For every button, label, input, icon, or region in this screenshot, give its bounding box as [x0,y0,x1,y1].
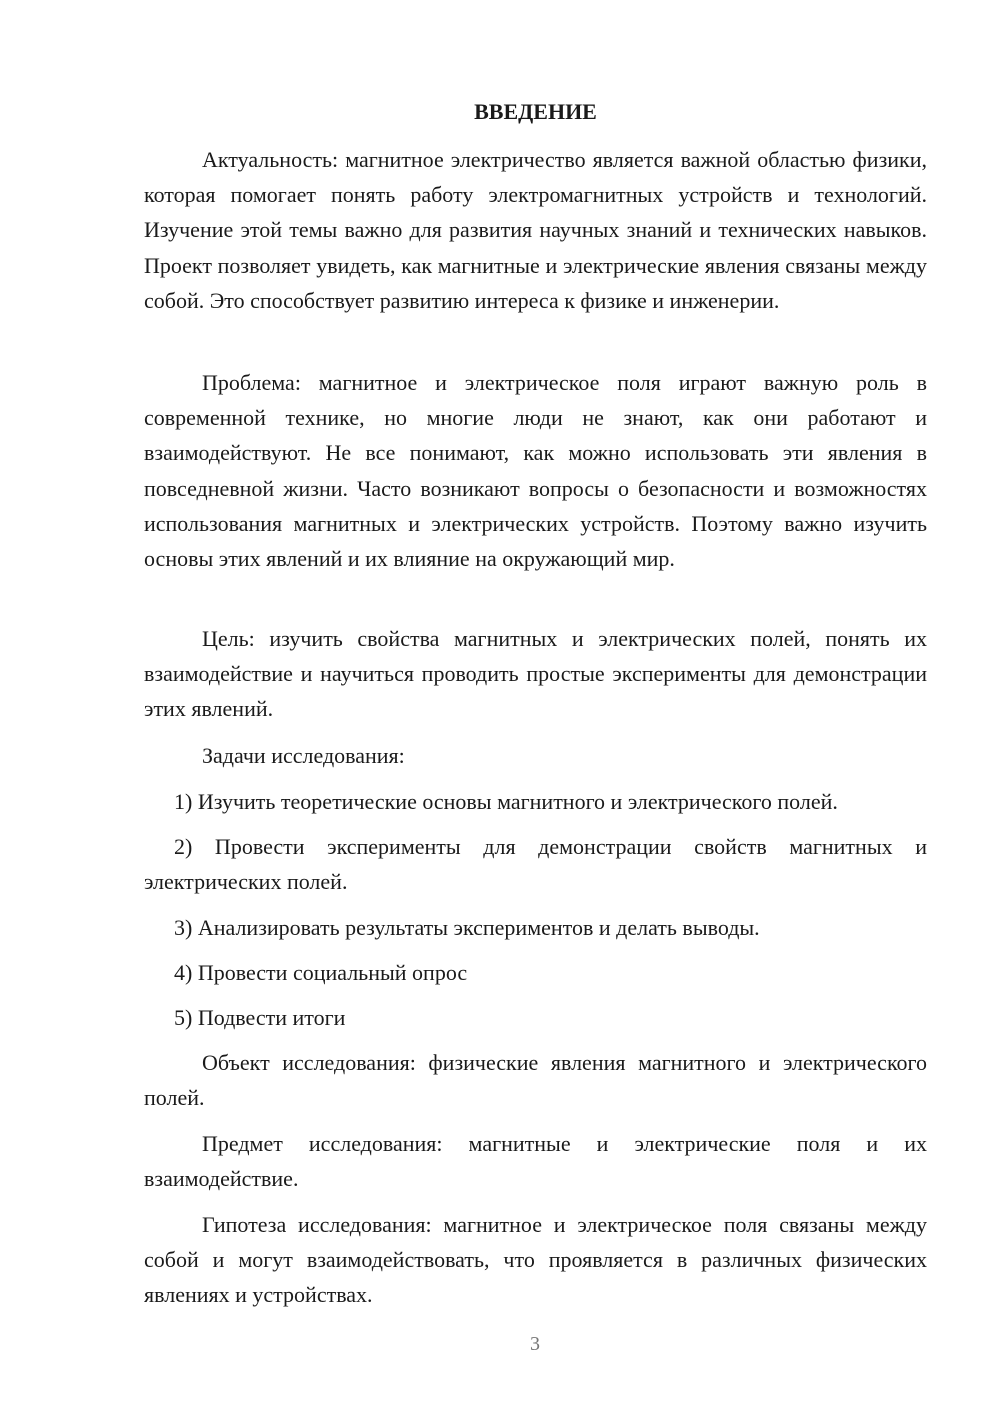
task-item-5: 5) Подвести итоги [174,1005,346,1030]
task-item-4: 4) Провести социальный опрос [174,960,468,985]
object-paragraph: Объект исследования: физические явления магнитного и электрического полей. [144,1050,927,1111]
section-heading: ВВЕДЕНИЕ [474,99,597,124]
hypothesis-paragraph: Гипотеза исследования: магнитное и электрическое поля связаны между собой и могут взаимодействовать, что проявляется в различных физических явлениях и устройствах. [144,1212,927,1308]
task-item-2: 2) Провести эксперименты для демонстрации свойств магнитных и электрических полей. [144,834,927,895]
task-item-3: 3) Анализировать результаты экспериментов и делать выводы. [174,915,760,940]
goal-paragraph: Цель: изучить свойства магнитных и электрических полей, понять их взаимодействие и научиться проводить простые эксперименты для демонстрации этих явлений. [144,626,927,722]
page-number: 3 [530,1333,540,1355]
subject-paragraph: Предмет исследования: магнитные и электрические поля и их взаимодействие. [144,1131,927,1192]
tasks-heading: Задачи исследования: [202,743,405,768]
problem-paragraph: Проблема: магнитное и электрическое поля играют важную роль в современной технике, но многие люди не знают, как они работают и взаимодействуют. Не все понимают, как можно использовать эти явления в повседневной жизни. Часто возникают вопросы о безопасности и возможностях использования магнитных и электрических устройств. Поэтому важно изучить основы этих явлений и их влияние на окружающий мир. [144,370,927,572]
task-item-1: 1) Изучить теоретические основы магнитного и электрического полей. [174,789,838,814]
relevance-paragraph: Актуальность: магнитное электричество является важной областью физики, которая помогает понять работу электромагнитных устройств и технологий. Изучение этой темы важно для развития научных знаний и технических навыков. Проект позволяет увидеть, как магнитные и электрические явления связаны между собой. Это способствует развитию интереса к физике и инженерии. [144,147,927,313]
